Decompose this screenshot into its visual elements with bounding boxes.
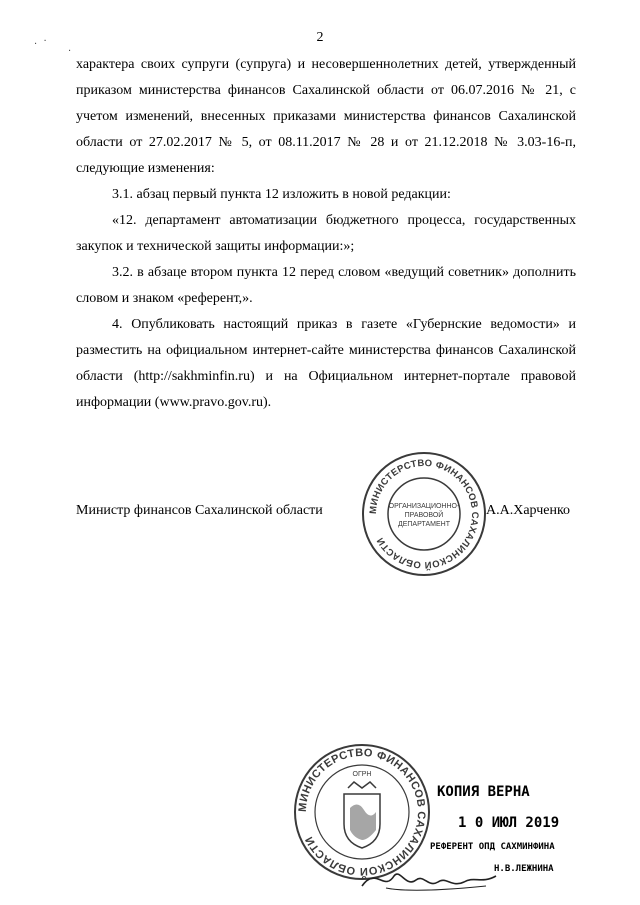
signatory-position: Министр финансов Сахалинской области — [76, 503, 323, 518]
paragraph-3-2: 3.2. в абзаце втором пункта 12 перед словом «ведущий советник» дополнить словом и знаком «референт,». — [76, 265, 576, 306]
stamp-ring-text: МИНИСТЕРСТВО ФИНАНСОВ САХАЛИНСКОЙ ОБЛАСТИ — [367, 457, 481, 571]
stamp-center-line-2: ПРАВОВОЙ — [404, 512, 444, 519]
copy-certified-name: Н.В.ЛЕЖНИНА — [494, 864, 554, 874]
copy-certified-date: 1 0 ИЮЛ 2019 — [458, 815, 560, 831]
scan-speck: . · — [34, 36, 47, 47]
paragraph-4: 4. Опубликовать настоящий приказ в газете «Губернские ведомости» и разместить на официальном интернет-сайте министерства финансов Сахалинской области (http://sakhminfin.ru) и на Официальном интернет-портале правовой информации (www.pravo.gov.ru). — [76, 317, 576, 410]
paragraph-quote-12: «12. департамент автоматизации бюджетного процесса, государственных закупок и технической защиты информации:»; — [76, 213, 576, 254]
stamp-center-line-1: ОРГАНИЗАЦИОННО- — [388, 503, 460, 510]
handwritten-signature — [356, 858, 506, 898]
stamp-center-line-3: ДЕПАРТАМЕНТ — [397, 521, 451, 528]
seal-ring-text: МИНИСТЕРСТВО ФИНАНСОВ САХАЛИНСКОЙ ОБЛАСТИ — [296, 746, 428, 878]
copy-certified-position: РЕФЕРЕНТ ОПД САХМИНФИНА — [430, 842, 555, 852]
signatory-name: А.А.Харченко — [486, 503, 571, 518]
seal-ogrn-text: ОГРН — [352, 771, 372, 778]
copy-certified-title: КОПИЯ ВЕРНА — [437, 784, 530, 800]
coat-of-arms-icon — [344, 782, 380, 848]
page-number: 2 — [316, 30, 324, 45]
scan-speck: · — [68, 46, 72, 57]
paragraph-3-1: 3.1. абзац первый пункта 12 изложить в новой редакции: — [112, 187, 451, 202]
department-stamp — [360, 450, 488, 578]
paragraph-intro: характера своих супруги (супруга) и несовершеннолетних детей, утвержденный приказом министерства финансов Сахалинской области от 06.07.2016 № 21, с учетом изменений, внесенных приказами министерства финансов Сахалинской области от 27.02.2017 № 5, от 08.11.2017 № 28 и от 21.12.2018 № 3.03-16-п, следующие изменения: — [76, 57, 576, 176]
